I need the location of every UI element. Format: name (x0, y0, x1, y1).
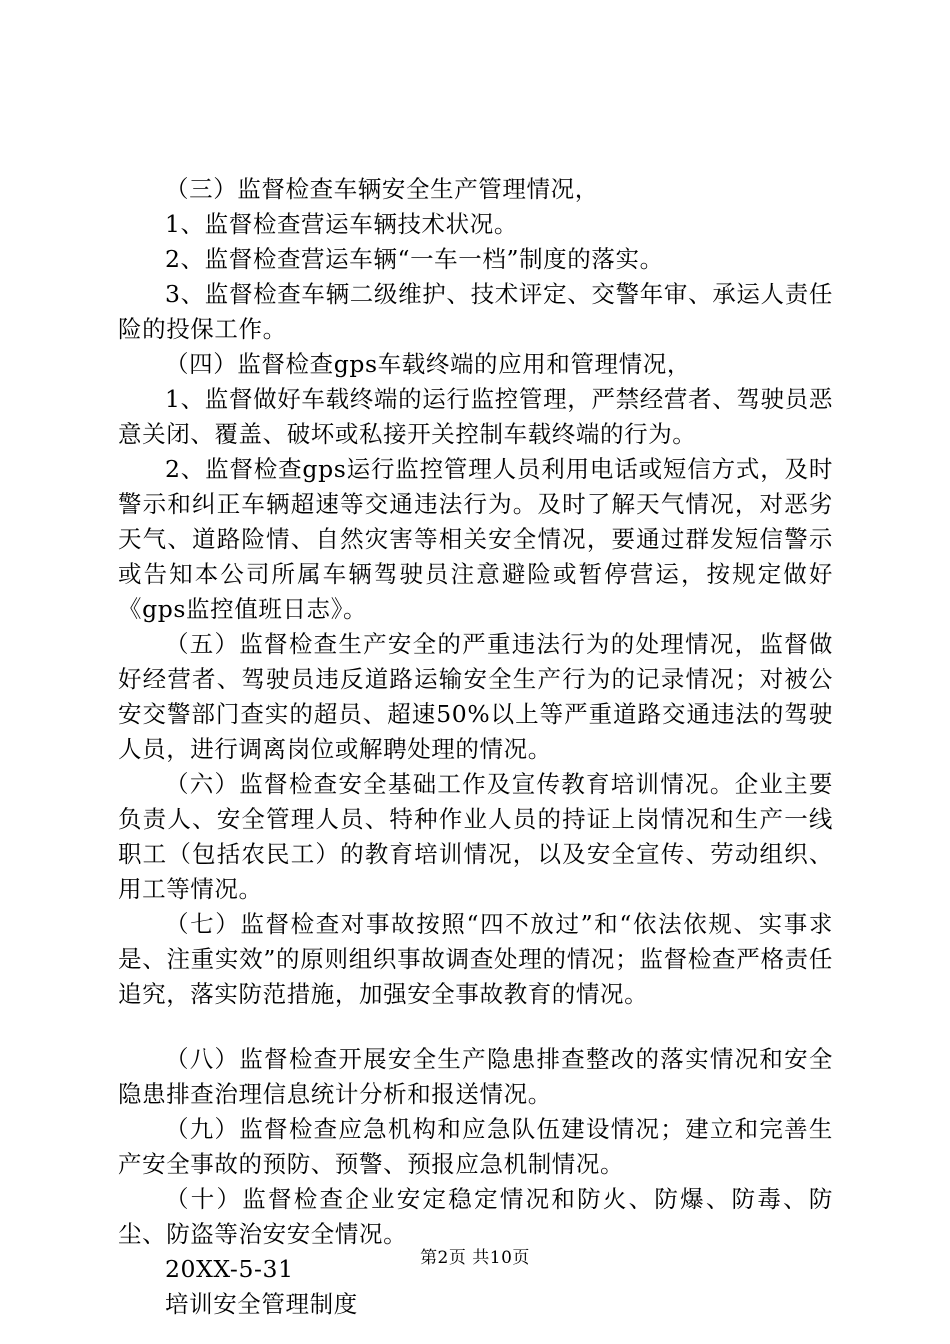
paragraph-section-9: （九）监督检查应急机构和应急队伍建设情况；建立和完善生产安全事故的预防、预警、预报应急机制情况。 (118, 1115, 833, 1178)
paragraph-section-7: （七）监督检查对事故按照“四不放过”和“依法依规、实事求是、注重实效”的原则组织事故调查处理的情况；监督检查严格责任追究，落实防范措施，加强安全事故教育的情况。 (118, 910, 833, 1008)
paragraph-item: 1、监督检查营运车辆技术状况。 (165, 210, 518, 238)
paragraph-section-10: （十）监督检查企业安定稳定情况和防火、防爆、防毒、防尘、防盗等治安安全情况。 (118, 1185, 833, 1248)
next-section-title: 培训安全管理制度 (165, 1290, 358, 1318)
paragraph-section-6: （六）监督检查安全基础工作及宣传教育培训情况。企业主要负责人、安全管理人员、特种作业人员的持证上岗情况和生产一线职工（包括农民工）的教育培训情况，以及安全宣传、劳动组织、用工等情况。 (118, 770, 833, 903)
paragraph-item: 3、监督检查车辆二级维护、技术评定、交警年审、承运人责任险的投保工作。 (118, 280, 833, 343)
paragraph-item: 2、监督检查营运车辆“一车一档”制度的落实。 (165, 245, 664, 273)
paragraph-section-8: （八）监督检查开展安全生产隐患排查整改的落实情况和安全隐患排查治理信息统计分析和报送情况。 (118, 1045, 833, 1108)
document-date: 20XX-5-31 (165, 1255, 294, 1283)
paragraph-section-5: （五）监督检查生产安全的严重违法行为的处理情况，监督做好经营者、驾驶员违反道路运输安全生产行为的记录情况；对被公安交警部门查实的超员、超速50%以上等严重道路交通违法的驾驶人员，进行调离岗位或解聘处理的情况。 (118, 630, 833, 763)
paragraph-section-4-heading: （四）监督检查gps车载终端的应用和管理情况， (165, 350, 691, 378)
paragraph-item: 1、监督做好车载终端的运行监控管理，严禁经营者、驾驶员恶意关闭、覆盖、破坏或私接开关控制车载终端的行为。 (118, 385, 833, 448)
page-number-footer: 第2页 共10页 (420, 1248, 530, 1268)
document-body (118, 172, 833, 1322)
paragraph-item: 2、监督检查gps运行监控管理人员利用电话或短信方式，及时警示和纠正车辆超速等交通违法行为。及时了解天气情况，对恶劣天气、道路险情、自然灾害等相关安全情况，要通过群发短信警示或告知本公司所属车辆驾驶员注意避险或暂停营运，按规定做好《gps监控值班日志》。 (118, 455, 833, 623)
paragraph-section-3-heading: （三）监督检查车辆安全生产管理情况， (165, 175, 599, 203)
